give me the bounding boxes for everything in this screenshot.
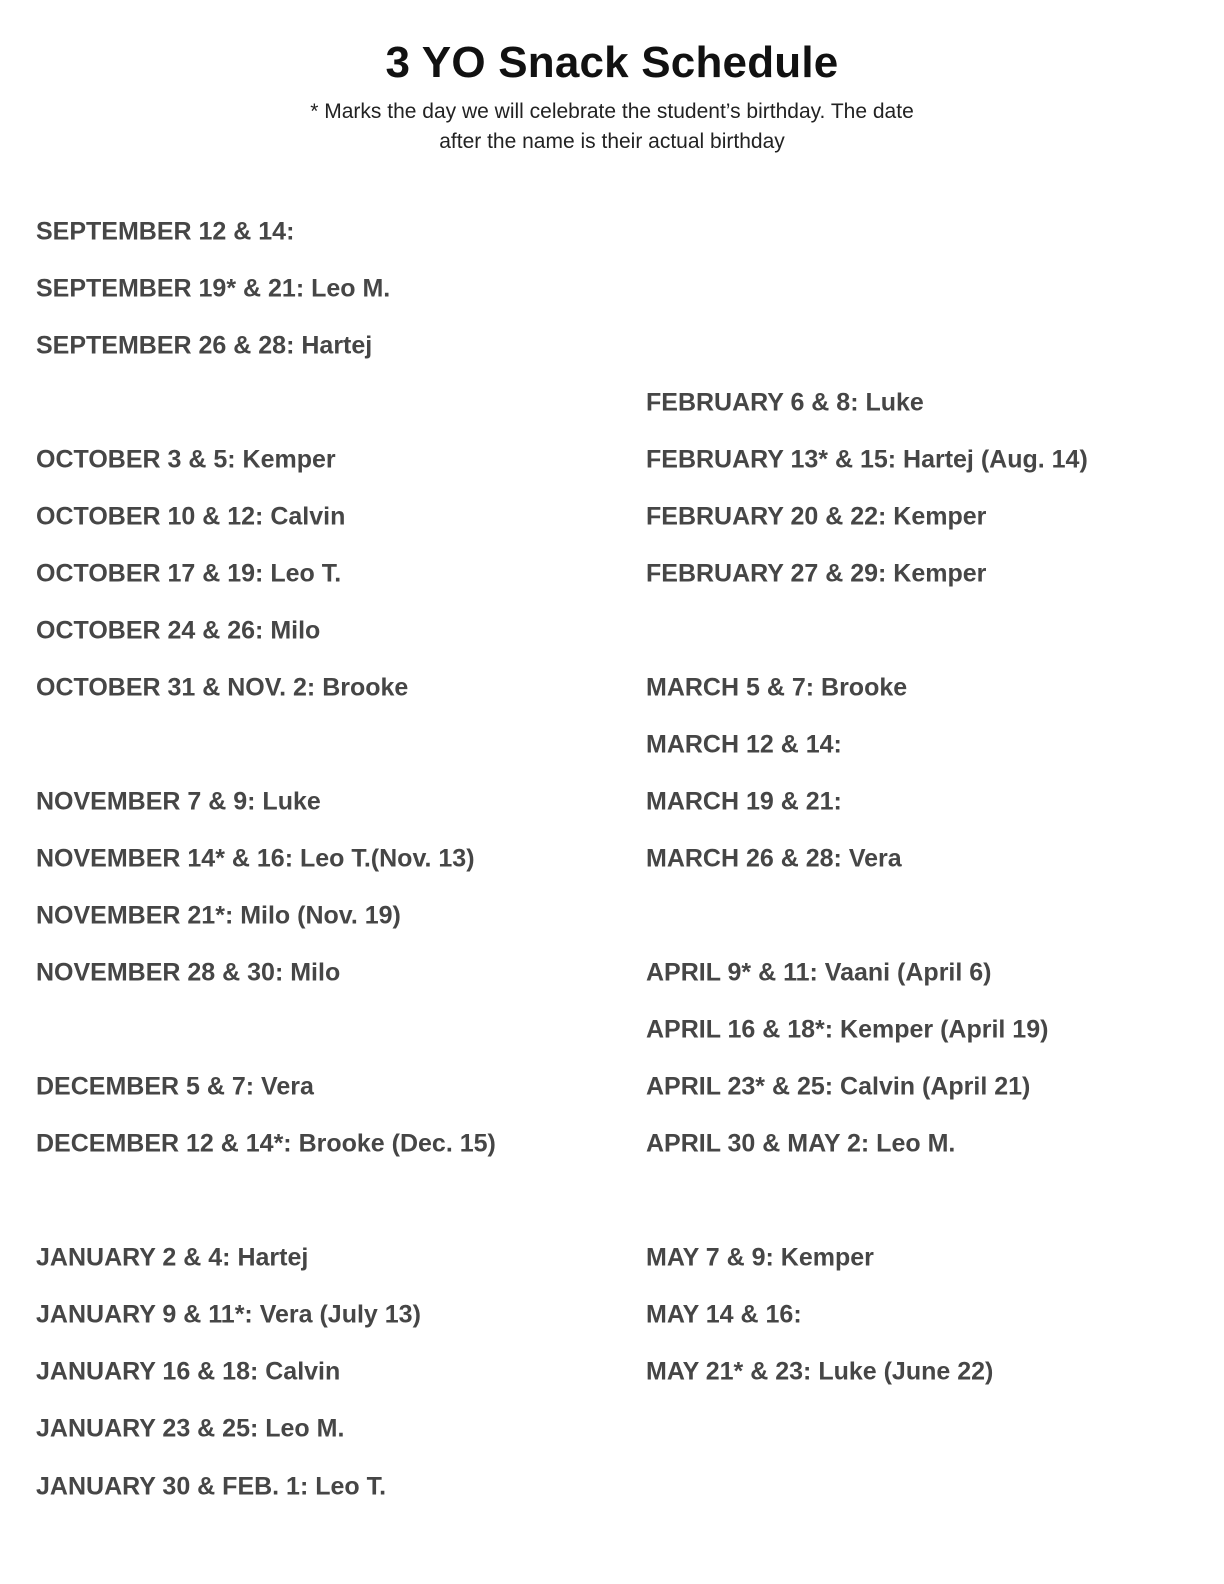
schedule-entry: JANUARY 30 & FEB. 1: Leo T. (36, 1472, 387, 1501)
schedule-entry: FEBRUARY 27 & 29: Kemper (646, 559, 987, 588)
schedule-entry: MAY 7 & 9: Kemper (646, 1243, 874, 1272)
schedule-entry: JANUARY 9 & 11*: Vera (July 13) (36, 1300, 421, 1329)
schedule-entry: FEBRUARY 6 & 8: Luke (646, 388, 924, 417)
schedule-entry: JANUARY 2 & 4: Hartej (36, 1243, 309, 1272)
schedule-entry: MAY 21* & 23: Luke (June 22) (646, 1357, 994, 1386)
subtitle-line-2: after the name is their actual birthday (439, 130, 785, 153)
schedule-entry: OCTOBER 3 & 5: Kemper (36, 445, 336, 474)
schedule-entry: NOVEMBER 7 & 9: Luke (36, 787, 321, 816)
schedule-entry: APRIL 9* & 11: Vaani (April 6) (646, 958, 992, 987)
schedule-entry: NOVEMBER 14* & 16: Leo T.(Nov. 13) (36, 844, 475, 873)
schedule-entry: DECEMBER 5 & 7: Vera (36, 1072, 314, 1101)
schedule-entry: MARCH 5 & 7: Brooke (646, 673, 908, 702)
page-title: 3 YO Snack Schedule (385, 38, 839, 87)
schedule-entry: OCTOBER 24 & 26: Milo (36, 616, 321, 645)
schedule-entry: FEBRUARY 13* & 15: Hartej (Aug. 14) (646, 445, 1088, 474)
schedule-entry: MARCH 26 & 28: Vera (646, 844, 902, 873)
schedule-entry: NOVEMBER 21*: Milo (Nov. 19) (36, 901, 401, 930)
schedule-entry: OCTOBER 10 & 12: Calvin (36, 502, 346, 531)
schedule-entry: FEBRUARY 20 & 22: Kemper (646, 502, 987, 531)
schedule-entry: SEPTEMBER 26 & 28: Hartej (36, 331, 373, 360)
schedule-entry: MAY 14 & 16: (646, 1300, 802, 1329)
schedule-entry: APRIL 23* & 25: Calvin (April 21) (646, 1072, 1031, 1101)
schedule-entry: APRIL 16 & 18*: Kemper (April 19) (646, 1015, 1049, 1044)
schedule-entry: JANUARY 23 & 25: Leo M. (36, 1414, 345, 1443)
schedule-entry: MARCH 19 & 21: (646, 787, 842, 816)
schedule-entry: NOVEMBER 28 & 30: Milo (36, 958, 341, 987)
schedule-entry: APRIL 30 & MAY 2: Leo M. (646, 1129, 956, 1158)
schedule-entry: DECEMBER 12 & 14*: Brooke (Dec. 15) (36, 1129, 496, 1158)
schedule-entry: SEPTEMBER 19* & 21: Leo M. (36, 274, 391, 303)
subtitle-line-1: * Marks the day we will celebrate the student’s birthday. The date (310, 100, 914, 123)
schedule-entry: MARCH 12 & 14: (646, 730, 842, 759)
schedule-entry: OCTOBER 17 & 19: Leo T. (36, 559, 342, 588)
subtitle (262, 97, 962, 157)
schedule-entry: SEPTEMBER 12 & 14: (36, 217, 295, 246)
schedule-entry: OCTOBER 31 & NOV. 2: Brooke (36, 673, 409, 702)
schedule-entry: JANUARY 16 & 18: Calvin (36, 1357, 341, 1386)
